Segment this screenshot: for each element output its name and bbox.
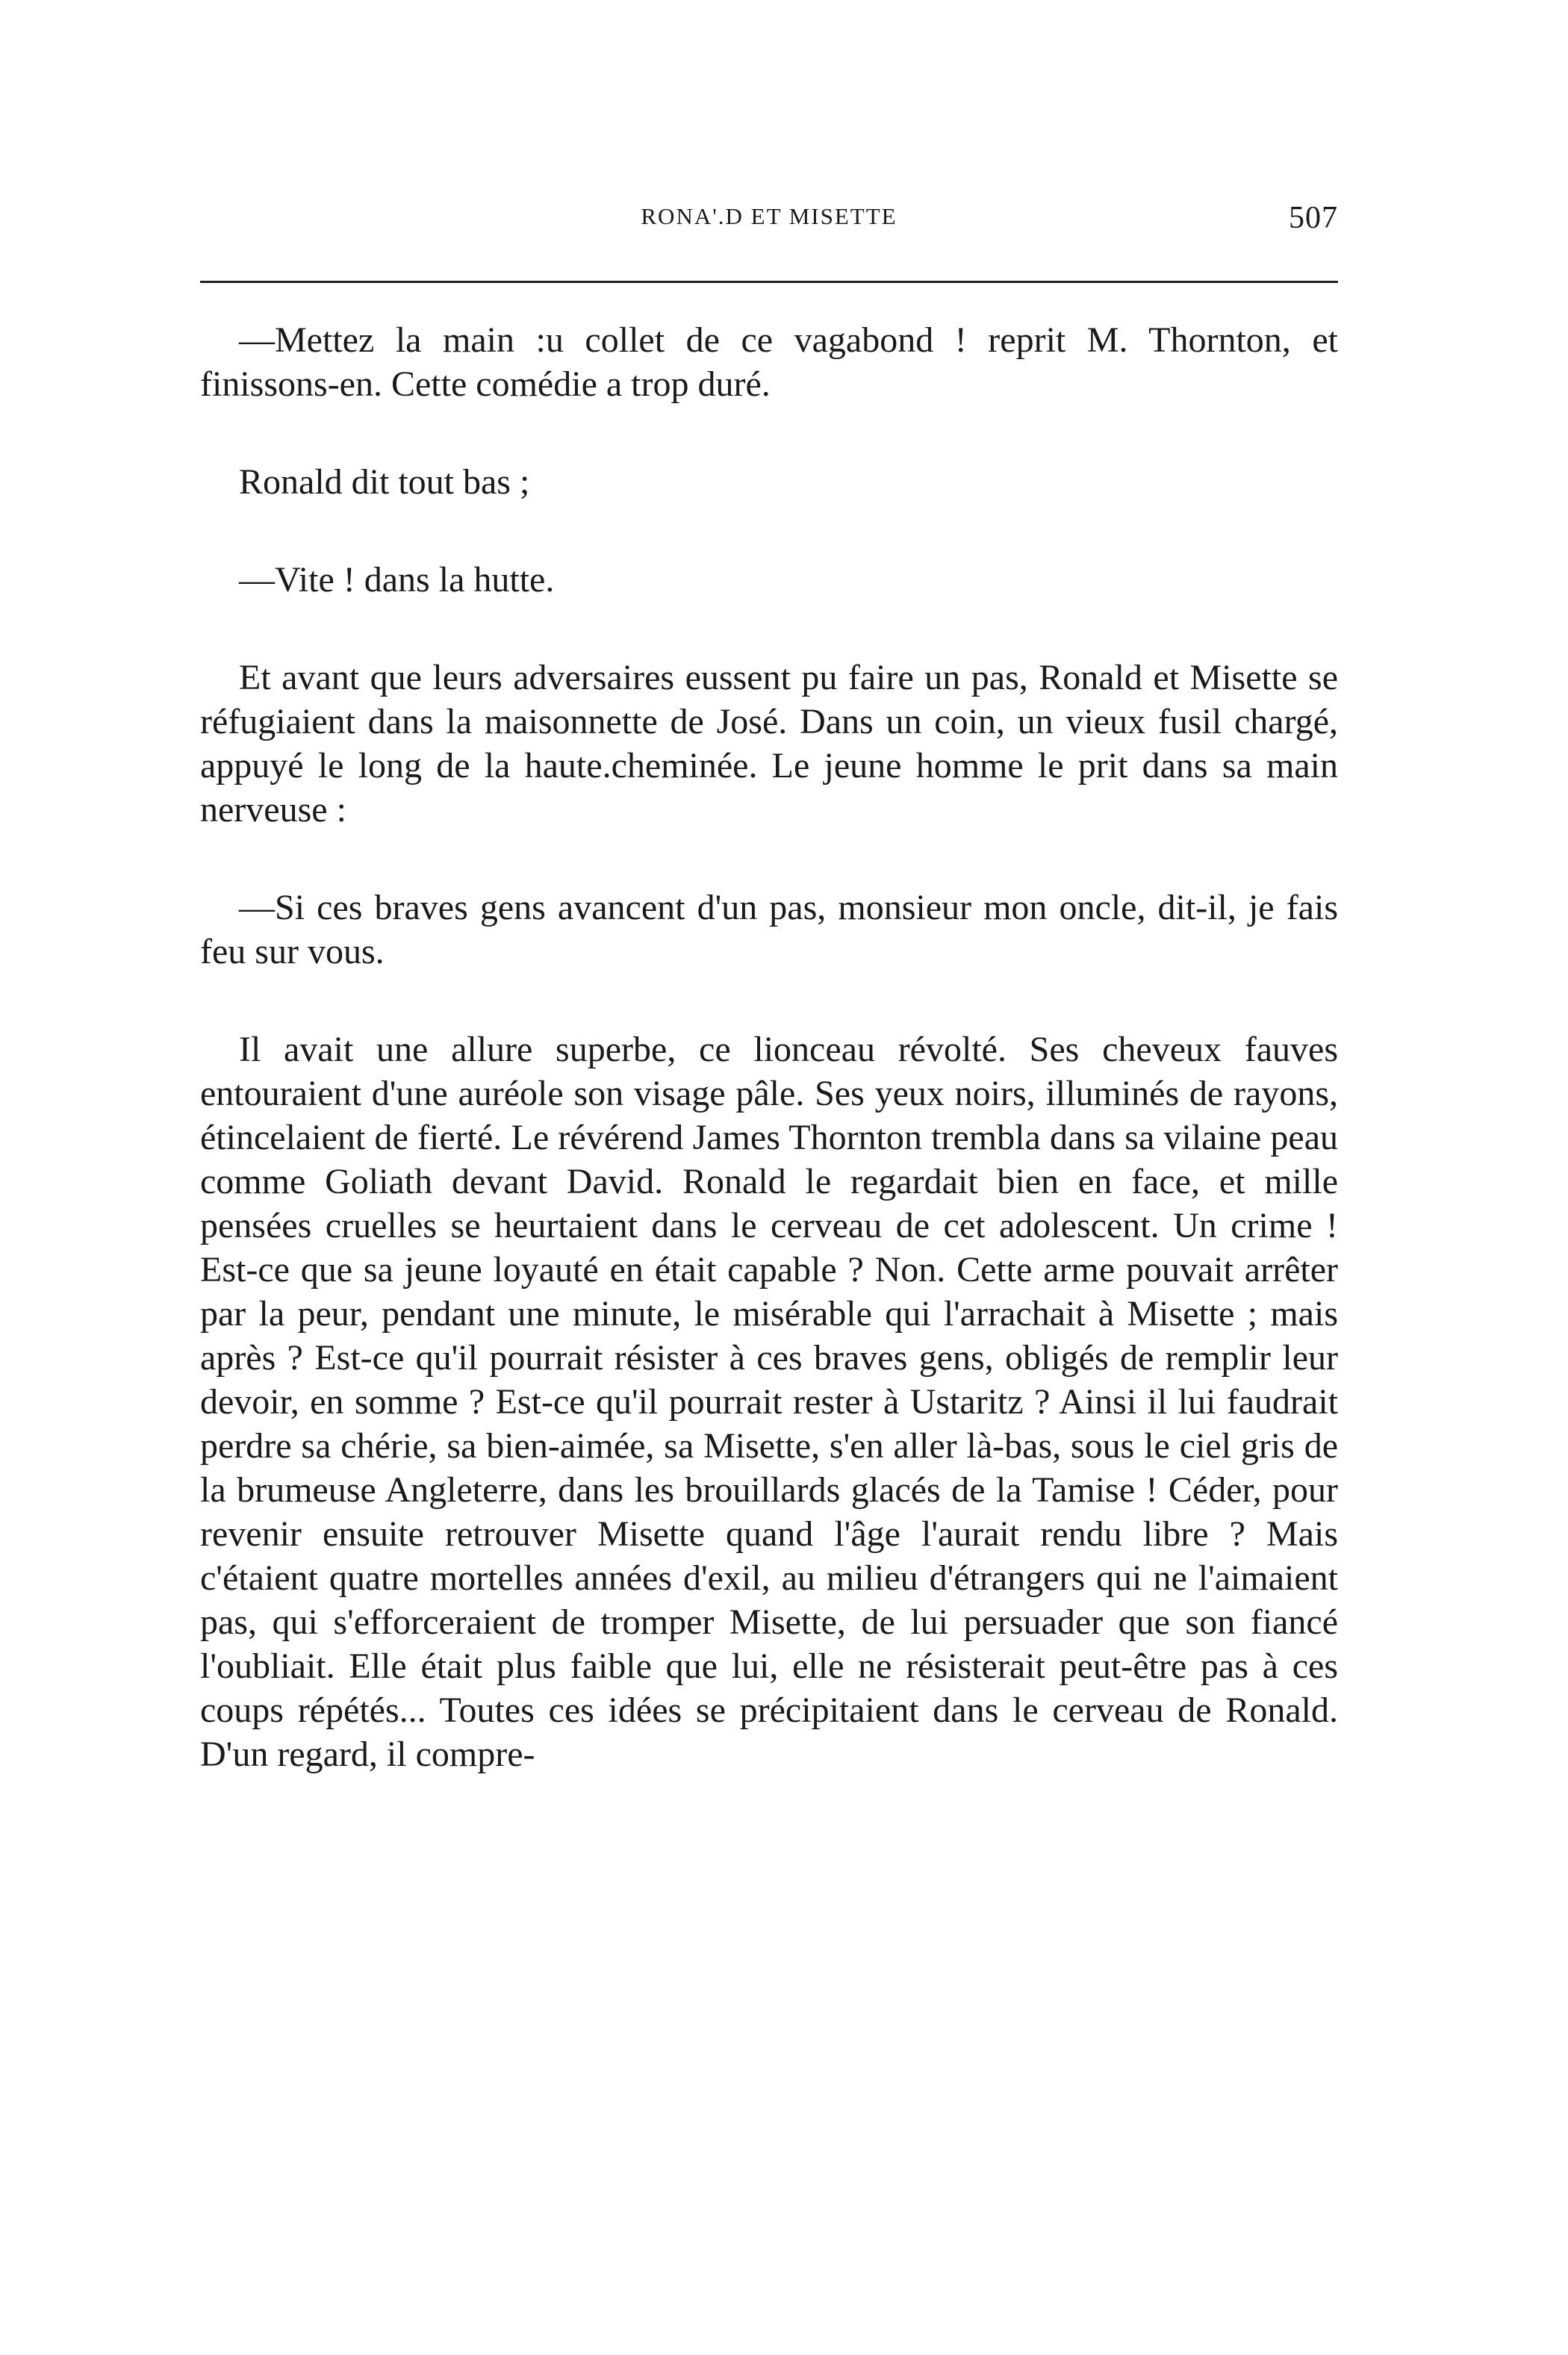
paragraph: —Mettez la main :u collet de ce vagabond ! reprit M. Thornton, et finissons-en. Cette comédie a trop duré. bbox=[200, 320, 1338, 404]
paragraph: Et avant que leurs adversaires eussent pu faire un pas, Ronald et Misette se réfugiaient dans la maisonnette de José. Dans un coin, un vieux fusil chargé, appuyé le long de la haute.cheminée. Le jeune homme le prit dans sa main nerveuse : bbox=[200, 658, 1338, 830]
running-title: RONA'.D ET MISETTE bbox=[641, 203, 897, 229]
paragraph: Ronald dit tout bas ; bbox=[239, 462, 530, 502]
header-rule bbox=[200, 281, 1338, 283]
body-text bbox=[200, 318, 1338, 1776]
paragraph: Il avait une allure superbe, ce lionceau révolté. Ses cheveux fauves entouraient d'une auréole son visage pâle. Ses yeux noirs, illuminés de rayons, étincelaient de fierté. Le révérend James Thornton trembla dans sa vilaine peau comme Goliath devant David. Ronald le regardait bien en face, et mille pensées cruelles se heurtaient dans le cerveau de cet adolescent. Un crime ! Est-ce que sa jeune loyauté en était capable ? Non. Cette arme pouvait arrêter par la peur, pendant une minute, le misérable qui l'arrachait à Misette ; mais après ? Est-ce qu'il pourrait résister à ces braves gens, obligés de remplir leur devoir, en somme ? Est-ce qu'il pourrait rester à Ustaritz ? Ainsi il lui faudrait perdre sa chérie, sa bien-aimée, sa Misette, s'en aller là-bas, sous le ciel gris de la brumeuse Angleterre, dans les brouillards glacés de la Tamise ! Céder, pour revenir ensuite retrouver Misette quand l'âge l'aurait rendu libre ? Mais c'étaient quatre mortelles années d'exil, au milieu d'étrangers qui ne l'aimaient pas, qui s'efforceraient de tromper Misette, de lui persuader que son fiancé l'oubliait. Elle était plus faible que lui, elle ne résisterait peut-être pas à ces coups répétés... Toutes ces idées se précipitaient dans le cerveau de Ronald. D'un regard, il compre- bbox=[200, 1030, 1338, 1774]
running-head bbox=[200, 200, 1338, 237]
paragraph: —Si ces braves gens avancent d'un pas, monsieur mon oncle, dit-il, je fais feu sur vous. bbox=[200, 888, 1338, 971]
page-number: 507 bbox=[1289, 201, 1338, 235]
paragraph: —Vite ! dans la hutte. bbox=[239, 560, 555, 600]
